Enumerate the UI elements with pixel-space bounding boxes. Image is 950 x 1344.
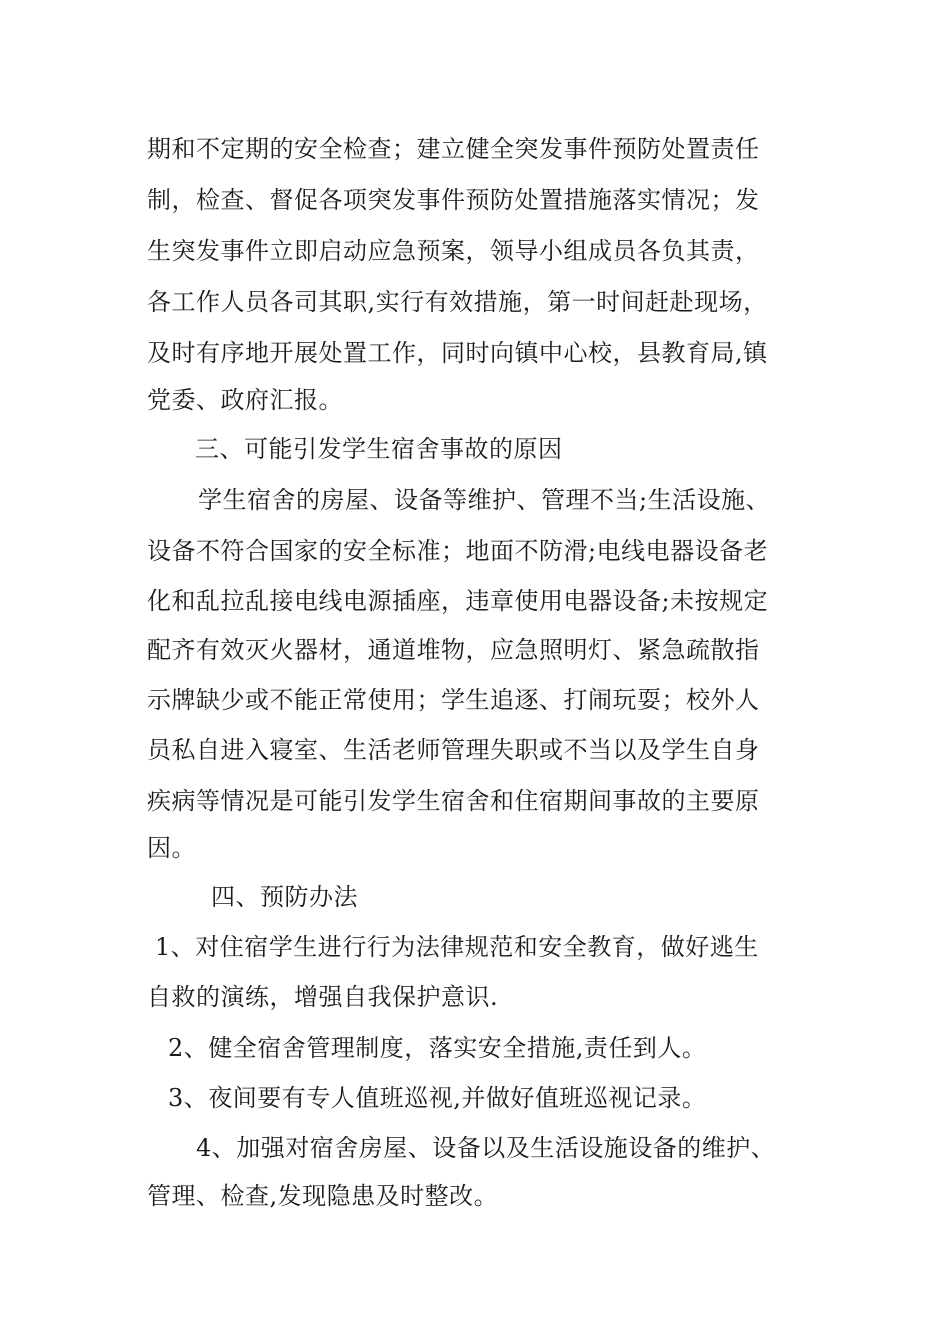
paragraph-line: 疾病等情况是可能引发学生宿舍和住宿期间事故的主要原 <box>147 787 760 815</box>
list-item: 2、健全宿舍管理制度，落实安全措施,责任到人。 <box>168 1034 707 1062</box>
paragraph-line: 期和不定期的安全检查；建立健全突发事件预防处置责任 <box>147 135 760 163</box>
list-item: 4、加强对宿舍房屋、设备以及生活设施设备的维护、 <box>196 1134 776 1162</box>
paragraph-line: 党委、政府汇报。 <box>147 386 343 414</box>
paragraph-line: 示牌缺少或不能正常使用；学生追逐、打闹玩耍；校外人 <box>147 686 760 714</box>
paragraph-line: 生突发事件立即启动应急预案，领导小组成员各负其责， <box>147 237 760 265</box>
paragraph-line: 设备不符合国家的安全标准；地面不防滑;电线电器设备老 <box>147 537 769 565</box>
list-item-continuation: 管理、检查,发现隐患及时整改。 <box>147 1182 499 1210</box>
paragraph-line: 制，检查、督促各项突发事件预防处置措施落实情况；发 <box>147 186 760 214</box>
section-heading: 四、预防办法 <box>211 883 358 911</box>
paragraph-line: 学生宿舍的房屋、设备等维护、管理不当;生活设施、 <box>198 486 771 514</box>
paragraph-line: 配齐有效灭火器材，通道堆物，应急照明灯、紧急疏散指 <box>147 636 760 664</box>
paragraph-line: 各工作人员各司其职,实行有效措施，第一时间赶赴现场， <box>147 288 768 316</box>
paragraph-line: 及时有序地开展处置工作，同时向镇中心校，县教育局,镇 <box>147 339 768 367</box>
list-item-continuation: 自救的演练，增强自我保护意识. <box>147 983 499 1011</box>
paragraph-line: 化和乱拉乱接电线电源插座，违章使用电器设备;未按规定 <box>147 587 769 615</box>
list-item: 3、夜间要有专人值班巡视,并做好值班巡视记录。 <box>168 1084 707 1112</box>
section-heading: 三、可能引发学生宿舍事故的原因 <box>195 435 563 463</box>
list-item: 1、对住宿学生进行行为法律规范和安全教育，做好逃生 <box>155 933 759 961</box>
paragraph-line: 因。 <box>147 834 196 862</box>
paragraph-line: 员私自进入寝室、生活老师管理失职或不当以及学生自身 <box>147 736 760 764</box>
